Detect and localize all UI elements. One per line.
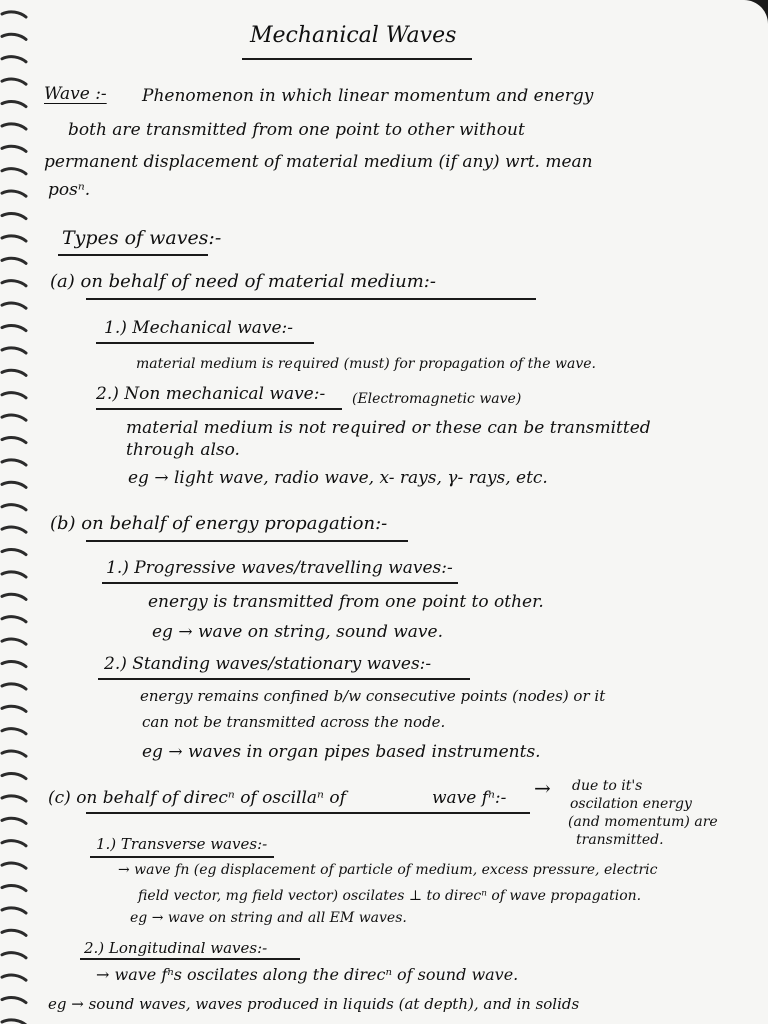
spiral-ring: [2, 57, 26, 62]
spiral-ring: [2, 639, 26, 644]
spiral-ring: [2, 370, 26, 375]
section-a-underline: [86, 298, 536, 300]
spiral-ring: [2, 617, 26, 622]
spiral-ring: [2, 460, 26, 465]
spiral-ring: [2, 661, 26, 666]
section-b-item1-text: energy is transmitted from one point to other.: [148, 592, 544, 612]
spiral-ring: [2, 213, 26, 218]
section-c-item2-eg: eg → sound waves, waves produced in liquids (at depth), and in solids: [48, 995, 580, 1013]
spiral-ring: [2, 258, 26, 263]
spiral-ring: [2, 34, 26, 39]
section-b-item1-eg: eg → wave on string, sound wave.: [152, 622, 443, 642]
types-heading: Types of waves:-: [62, 227, 222, 249]
spiral-ring: [2, 482, 26, 487]
spiral-ring: [2, 572, 26, 577]
spiral-ring: [2, 953, 26, 958]
section-c-side-note-2: oscilation energy: [570, 796, 692, 812]
spiral-ring: [2, 908, 26, 913]
section-c-underline: [86, 812, 530, 814]
spiral-ring: [2, 549, 26, 554]
section-c-arrow: →: [534, 776, 551, 800]
definition-line-4: posⁿ.: [48, 180, 91, 200]
section-b-item1-underline: [102, 582, 458, 584]
section-a-item2-underline: [96, 408, 342, 410]
spiral-ring: [2, 12, 26, 17]
spiral-ring: [2, 79, 26, 84]
section-c-heading-wave-fn: wave fⁿ:-: [432, 788, 507, 808]
spiral-ring: [2, 997, 26, 1002]
section-a-item1-text: material medium is required (must) for propagation of the wave.: [136, 356, 596, 372]
section-b-heading: (b) on behalf of energy propagation:-: [50, 513, 388, 534]
types-heading-underline: [58, 254, 208, 256]
section-b-item2-text-2: can not be transmitted across the node.: [142, 713, 446, 731]
spiral-ring: [2, 505, 26, 510]
section-b-underline: [86, 540, 408, 542]
spiral-ring: [2, 191, 26, 196]
section-b-item2-text-1: energy remains confined b/w consecutive points (nodes) or it: [140, 687, 606, 705]
definition-line-1: Phenomenon in which linear momentum and energy: [142, 86, 594, 106]
section-c-item1-eg: eg → wave on string and all EM waves.: [130, 910, 407, 926]
spiral-ring: [2, 348, 26, 353]
section-a-item2-title: 2.) Non mechanical wave:-: [96, 384, 326, 404]
spiral-ring: [2, 146, 26, 151]
section-c-item1-title: 1.) Transverse waves:-: [96, 835, 268, 853]
spiral-ring: [2, 169, 26, 174]
definition-line-3: permanent displacement of material medium (if any) wrt. mean: [44, 152, 593, 172]
definition-line-2: both are transmitted from one point to other without: [68, 120, 525, 140]
spiral-ring: [2, 101, 26, 106]
spiral-ring: [2, 415, 26, 420]
spiral-ring: [2, 281, 26, 286]
wave-label: Wave :-: [44, 84, 107, 104]
section-c-side-note-4: transmitted.: [576, 832, 664, 848]
section-c-item1-text-2: field vector, mg field vector) oscilates ⊥ to direcⁿ of wave propagation.: [138, 888, 642, 904]
spiral-ring: [2, 863, 26, 868]
spiral-ring: [2, 796, 26, 801]
spiral-ring: [2, 818, 26, 823]
spiral-ring: [2, 303, 26, 308]
section-c-item2-text-1: → wave fⁿs oscilates along the direcⁿ of sound wave.: [96, 965, 519, 984]
spiral-ring: [2, 930, 26, 935]
title-underline: [242, 58, 472, 60]
section-c-heading: (c) on behalf of direcⁿ of oscillaⁿ of: [48, 788, 346, 808]
section-b-item2-underline: [98, 678, 470, 680]
section-a-item1-title: 1.) Mechanical wave:-: [104, 318, 294, 338]
spiral-ring: [2, 437, 26, 442]
spiral-ring: [2, 594, 26, 599]
spiral-ring: [2, 975, 26, 980]
spiral-ring: [2, 124, 26, 129]
spiral-ring: [2, 706, 26, 711]
spiral-ring: [2, 684, 26, 689]
page-title: Mechanical Waves: [250, 23, 457, 48]
section-c-side-note-1: due to it's: [572, 778, 643, 794]
section-c-side-note-3: (and momentum) are: [568, 814, 718, 830]
spiral-ring: [2, 841, 26, 846]
section-b-item2-title: 2.) Standing waves/stationary waves:-: [104, 654, 432, 674]
spiral-ring: [2, 1020, 26, 1024]
section-b-item1-title: 1.) Progressive waves/travelling waves:-: [106, 558, 453, 578]
spiral-ring: [2, 729, 26, 734]
section-a-item2-text-1: material medium is not required or these can be transmitted: [126, 418, 651, 438]
spiral-ring: [2, 393, 26, 398]
section-a-item2-eg: eg → light wave, radio wave, x- rays, γ- rays, etc.: [128, 468, 548, 488]
spiral-ring: [2, 325, 26, 330]
section-a-item2-note: (Electromagnetic wave): [352, 391, 522, 407]
section-a-heading: (a) on behalf of need of material medium:-: [50, 271, 436, 292]
section-c-item1-underline: [90, 856, 274, 858]
section-c-item1-text-1: → wave fn (eg displacement of particle of medium, excess pressure, electric: [118, 862, 658, 878]
section-a-item2-text-2: through also.: [126, 440, 240, 460]
spiral-ring: [2, 236, 26, 241]
spiral-ring: [2, 885, 26, 890]
section-b-item2-eg: eg → waves in organ pipes based instruments.: [142, 742, 541, 762]
section-c-item2-title: 2.) Longitudinal waves:-: [84, 939, 268, 957]
spiral-ring: [2, 751, 26, 756]
spiral-ring: [2, 527, 26, 532]
spiral-ring: [2, 773, 26, 778]
spiral-binding: [0, 0, 36, 1024]
section-c-item2-underline: [80, 958, 300, 960]
section-a-item1-underline: [96, 342, 314, 344]
